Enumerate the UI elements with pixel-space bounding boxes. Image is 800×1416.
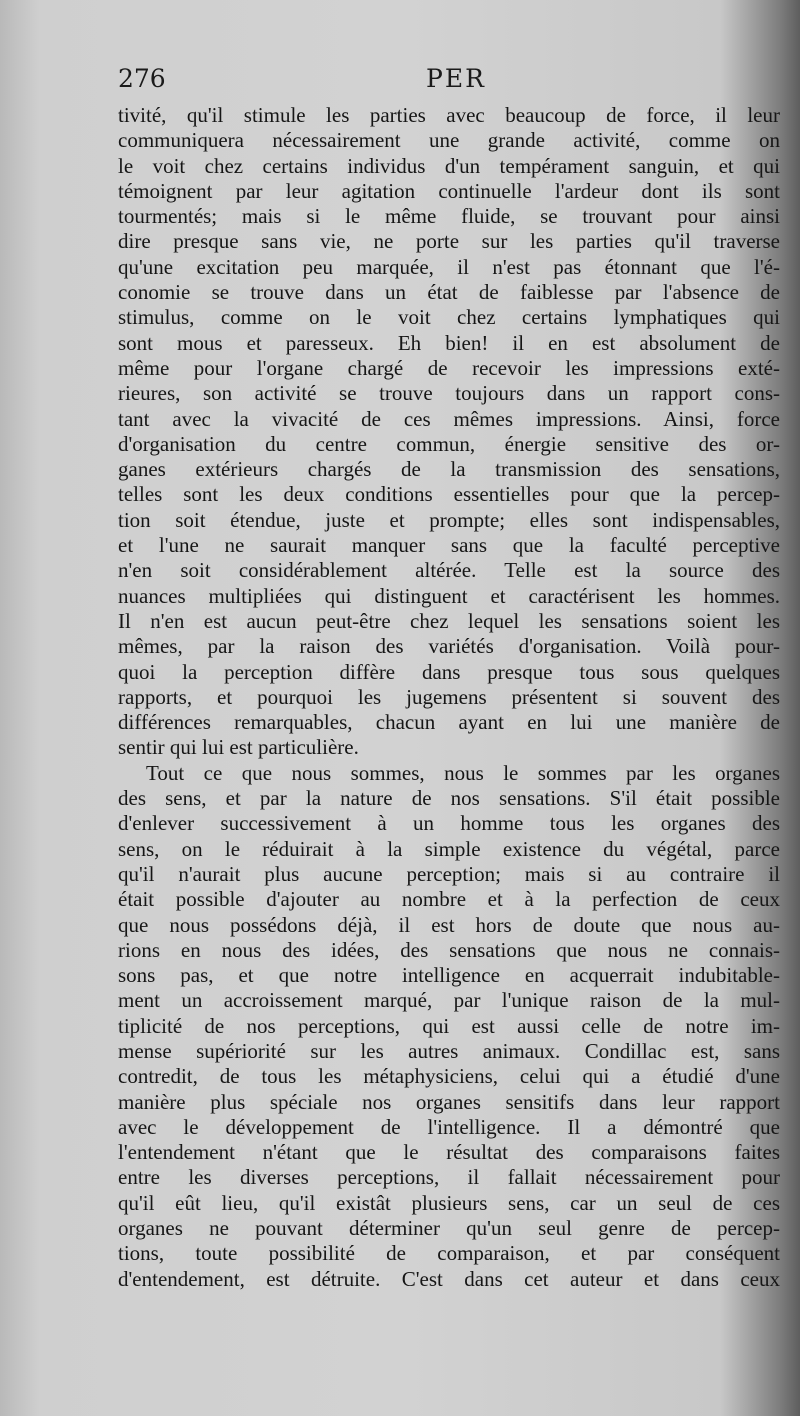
text-line: quoi la perception diffère dans presque tous sous quelques <box>118 659 780 684</box>
text-line: tion soit étendue, juste et prompte; elles sont indispensables, <box>118 507 780 532</box>
text-line: tant avec la vivacité de ces mêmes impressions. Ainsi, force <box>118 406 780 431</box>
text-line: d'enlever successivement à un homme tous les organes des <box>118 811 780 836</box>
text-line: rieures, son activité se trouve toujours dans un rapport cons- <box>118 381 780 406</box>
text-line: des sens, et par la nature de nos sensations. S'il était possible <box>118 786 780 811</box>
text-line: tourmentés; mais si le même fluide, se trouvant pour ainsi <box>118 204 780 229</box>
text-line: rapports, et pourquoi les jugemens présentent si souvent des <box>118 684 780 709</box>
page-number: 276 <box>118 64 166 93</box>
text-line: n'en soit considérablement altérée. Telle est la source des <box>118 558 780 583</box>
text-line: sont mous et paresseux. Eh bien! il en est absolument de <box>118 330 780 355</box>
text-line: contredit, de tous les métaphysiciens, celui qui a étudié d'une <box>118 1064 780 1089</box>
text-line: l'entendement n'étant que le résultat des comparaisons faites <box>118 1140 780 1165</box>
text-line: nuances multipliées qui distinguent et caractérisent les hommes. <box>118 583 780 608</box>
text-line: manière plus spéciale nos organes sensitifs dans leur rapport <box>118 1089 780 1114</box>
text-line: sons pas, et que notre intelligence en acquerrait indubitable- <box>118 963 780 988</box>
text-line: d'entendement, est détruite. C'est dans cet auteur et dans ceux <box>118 1266 780 1291</box>
body-text <box>118 103 780 1292</box>
text-line: ganes extérieurs chargés de la transmission des sensations, <box>118 457 780 482</box>
text-line: était possible d'ajouter au nombre et à la perfection de ceux <box>118 887 780 912</box>
text-line: sens, on le réduirait à la simple existence du végétal, parce <box>118 836 780 861</box>
text-line: telles sont les deux conditions essentielles pour que la percep- <box>118 482 780 507</box>
text-line: tiplicité de nos perceptions, qui est aussi celle de notre im- <box>118 1013 780 1038</box>
page-header <box>118 64 780 100</box>
text-line: le voit chez certains individus d'un tempérament sanguin, et qui <box>118 153 780 178</box>
text-line: qu'il n'aurait plus aucune perception; mais si au contraire il <box>118 861 780 886</box>
text-line: dire presque sans vie, ne porte sur les parties qu'il traverse <box>118 229 780 254</box>
text-line: avec le développement de l'intelligence. Il a démontré que <box>118 1114 780 1139</box>
text-line: que nous possédons déjà, il est hors de doute que nous au- <box>118 912 780 937</box>
text-line: Il n'en est aucun peut-être chez lequel les sensations soient les <box>118 608 780 633</box>
text-line: rions en nous des idées, des sensations que nous ne connais- <box>118 937 780 962</box>
text-line-paragraph-start: Tout ce que nous sommes, nous le sommes par les organes <box>146 760 780 785</box>
text-line: témoignent par leur agitation continuelle l'ardeur dont ils sont <box>118 178 780 203</box>
text-line: d'organisation du centre commun, énergie sensitive des or- <box>118 431 780 456</box>
text-line: communiquera nécessairement une grande activité, comme on <box>118 128 780 153</box>
text-line: et l'une ne saurait manquer sans que la faculté perceptive <box>118 533 780 558</box>
text-line: mense supériorité sur les autres animaux. Condillac est, sans <box>118 1038 780 1063</box>
text-line: tivité, qu'il stimule les parties avec beaucoup de force, il leur <box>118 103 780 127</box>
text-line: qu'il eût lieu, qu'il existât plusieurs sens, car un seul de ces <box>118 1190 780 1215</box>
text-line: même pour l'organe chargé de recevoir les impressions exté- <box>118 355 780 380</box>
text-line: qu'une excitation peu marquée, il n'est pas étonnant que l'é- <box>118 254 780 279</box>
text-line: ment un accroissement marqué, par l'unique raison de la mul- <box>118 988 780 1013</box>
text-line: organes ne pouvant déterminer qu'un seul genre de percep- <box>118 1216 780 1241</box>
text-line-paragraph-end: sentir qui lui est particulière. <box>118 735 359 760</box>
text-line: conomie se trouve dans un état de faiblesse par l'absence de <box>118 280 780 305</box>
text-line: stimulus, comme on le voit chez certains lymphatiques qui <box>118 305 780 330</box>
text-line: tions, toute possibilité de comparaison, et par conséquent <box>118 1241 780 1266</box>
text-line: différences remarquables, chacun ayant en lui une manière de <box>118 710 780 735</box>
text-line: entre les diverses perceptions, il fallait nécessairement pour <box>118 1165 780 1190</box>
text-line: mêmes, par la raison des variétés d'organisation. Voilà pour- <box>118 634 780 659</box>
running-head: PER <box>426 64 486 93</box>
